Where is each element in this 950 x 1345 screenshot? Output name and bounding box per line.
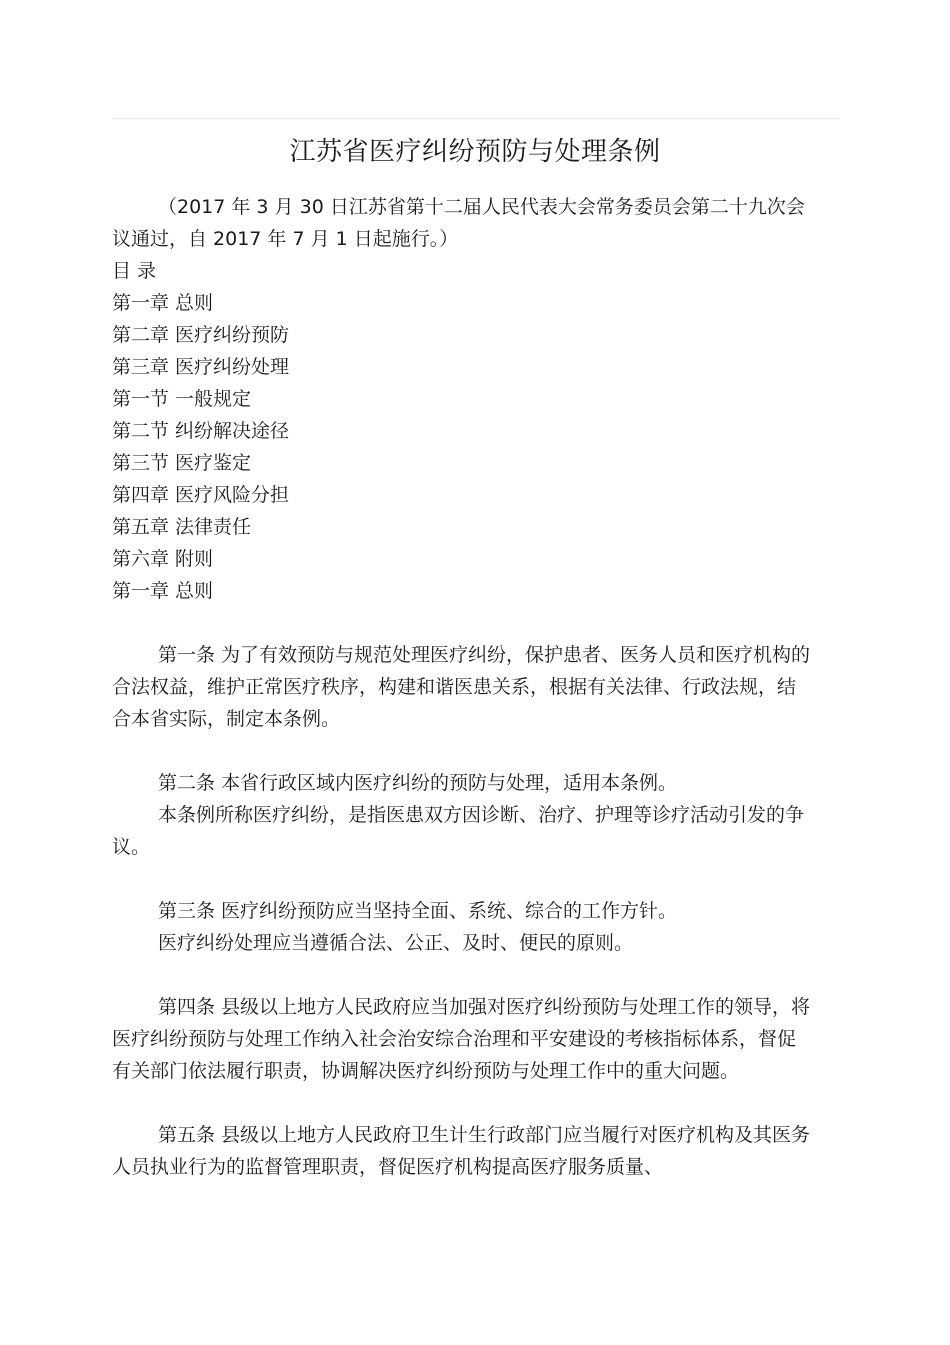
chapter-heading: 第一章 总则 bbox=[112, 580, 214, 602]
article-paragraph: 第三条 医疗纠纷预防应当坚持全面、系统、综合的工作方针。 bbox=[158, 900, 678, 922]
toc-entry: 第二节 纠纷解决途径 bbox=[112, 420, 290, 442]
article-paragraph: 第一条 为了有效预防与规范处理医疗纠纷，保护患者、医务人员和医疗机构的合法权益，维护正常医疗秩序，构建和谐医患关系，根据有关法律、行政法规，结合本省实际，制定本条例。 bbox=[112, 644, 811, 730]
article-paragraph: 医疗纠纷处理应当遵循合法、公正、及时、便民的原则。 bbox=[158, 932, 634, 954]
toc-entry: 第一章 总则 bbox=[112, 292, 214, 314]
toc-entry: 第二章 医疗纠纷预防 bbox=[112, 324, 290, 346]
document-body bbox=[112, 191, 812, 1183]
article-paragraph: 第四条 县级以上地方人民政府应当加强对医疗纠纷预防与处理工作的领导，将医疗纠纷预防与处理工作纳入社会治安综合治理和平安建设的考核指标体系，督促有关部门依法履行职责，协调解决医疗纠纷预防与处理工作中的重大问题。 bbox=[112, 996, 811, 1082]
toc-entry: 第三章 医疗纠纷处理 bbox=[112, 356, 290, 378]
toc-heading: 目 录 bbox=[112, 260, 157, 282]
toc-entry: 第三节 医疗鉴定 bbox=[112, 452, 252, 474]
adoption-note: （2017 年 3 月 30 日江苏省第十二届人民代表大会常务委员会第二十九次会议通过，自 2017 年 7 月 1 日起施行。） bbox=[112, 196, 805, 250]
header-rule bbox=[112, 118, 840, 119]
toc-entry: 第五章 法律责任 bbox=[112, 516, 252, 538]
article-paragraph: 第五条 县级以上地方人民政府卫生计生行政部门应当履行对医疗机构及其医务人员执业行为的监督管理职责，督促医疗机构提高医疗服务质量、 bbox=[112, 1124, 811, 1178]
toc-entry: 第一节 一般规定 bbox=[112, 388, 252, 410]
toc-entry: 第四章 医疗风险分担 bbox=[112, 484, 290, 506]
table-of-contents bbox=[112, 255, 812, 575]
document-title: 江苏省医疗纠纷预防与处理条例 bbox=[289, 137, 661, 167]
article-paragraph: 第二条 本省行政区域内医疗纠纷的预防与处理，适用本条例。 bbox=[158, 772, 678, 794]
article-paragraph: 本条例所称医疗纠纷，是指医患双方因诊断、治疗、护理等诊疗活动引发的争议。 bbox=[112, 804, 805, 858]
toc-entry: 第六章 附则 bbox=[112, 548, 214, 570]
